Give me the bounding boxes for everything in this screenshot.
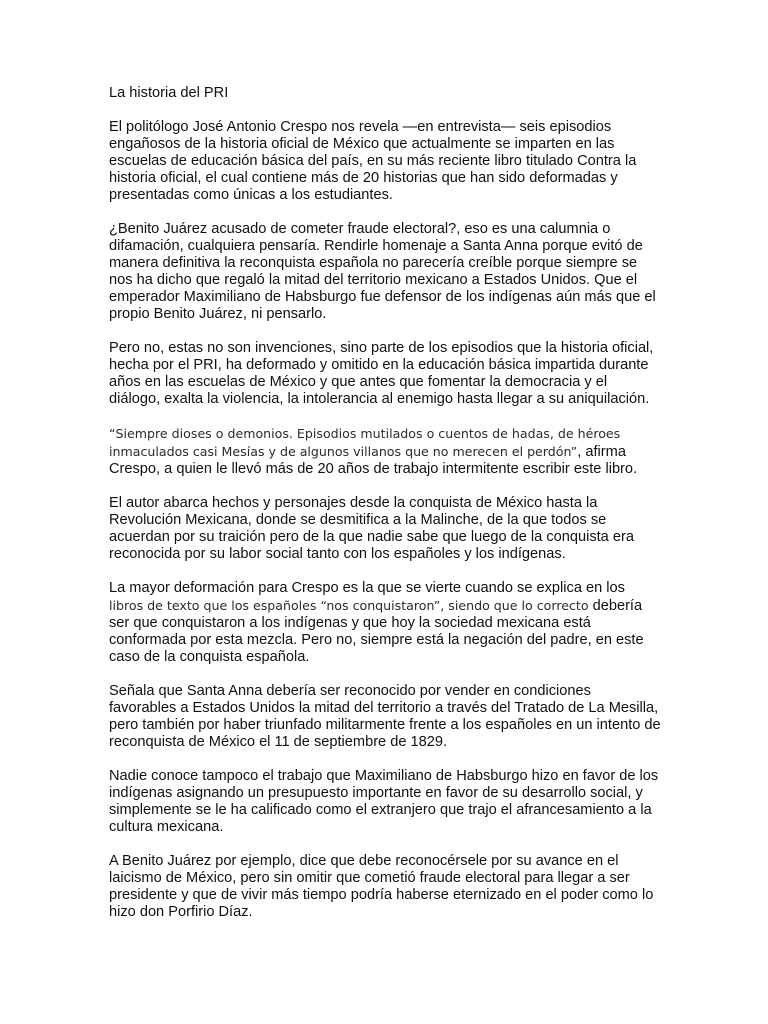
document-title: La historia del PRI	[109, 85, 229, 101]
paragraph-3: Pero no, estas no son invenciones, sino parte de los episodios que la historia oficial, hecha por el PRI, ha deformado y omitido en la educación básica impartida durante años en las escuelas de México y que antes que fomentar la democracia y el diálogo, exalta la violencia, la intolerancia al enemigo hasta llegar a su aniquilación.	[109, 340, 654, 407]
quote-text: “Siempre dioses o demonios. Episodios mutilados o cuentos de hadas, de héroes inmaculados casi Mesías y de algunos villanos que no merecen el perdón”	[109, 426, 621, 459]
paragraph-1: El politólogo José Antonio Crespo nos revela —en entrevista— seis episodios engañosos de la historia oficial de México que actualmente se imparten en las escuelas de educación básica del país, en su más reciente libro titulado Contra la historia oficial, el cual contiene más de 20 historias que han sido deformadas y presentadas como únicas a los estudiantes.	[109, 119, 637, 203]
paragraph-9: A Benito Juárez por ejemplo, dice que debe reconocérsele por su avance en el laicismo de México, pero sin omitir que cometió fraude electoral para llegar a ser presidente y que de vivir más tiempo podría haberse eternizado en el poder como lo hizo don Porfirio Díaz.	[109, 853, 654, 920]
paragraph-7: Señala que Santa Anna debería ser reconocido por vender en condiciones favorables a Estados Unidos la mitad del territorio a través del Tratado de La Mesilla, pero también por haber triunfado militarmente frente a los españoles en un intento de reconquista de México el 11 de septiembre de 1829.	[109, 683, 661, 750]
paragraph-6-rest: debería ser que conquistaron a los indígenas y que hoy la sociedad mexicana está conformada por esta mezcla. Pero no, siempre está la negación del padre, en este caso de la conquista española.	[109, 598, 644, 665]
paragraph-5: El autor abarca hechos y personajes desde la conquista de México hasta la Revolución Mexicana, donde se desmitifica a la Malinche, de la que todos se acuerdan por su traición pero de la que nadie sabe que luego de la conquista era reconocida por su labor social tanto con los españoles y los indígenas.	[109, 495, 634, 562]
paragraph-6	[109, 580, 661, 666]
document-page	[109, 85, 661, 938]
paragraph-8: Nadie conoce tampoco el trabajo que Maximiliano de Habsburgo hizo en favor de los indígenas asignando un presupuesto importante en favor de su desarrollo social, y simplemente se le ha calificado como el extranjero que trajo el afrancesamiento a la cultura mexicana.	[109, 768, 659, 835]
paragraph-6-start: La mayor deformación para Crespo es la que se vierte cuando se explica en los	[109, 580, 625, 596]
paragraph-2: ¿Benito Juárez acusado de cometer fraude electoral?, eso es una calumnia o difamación, cualquiera pensaría. Rendirle homenaje a Santa Anna porque evitó de manera definitiva la reconquista española no parecería creíble porque siempre se nos ha dicho que regaló la mitad del territorio mexicano a Estados Unidos. Que el emperador Maximiliano de Habsburgo fue defensor de los indígenas aún más que el propio Benito Juárez, ni pensarlo.	[109, 221, 656, 322]
paragraph-4	[109, 425, 661, 478]
quote-attribution: , afirma Crespo, a quien le llevó más de 20 años de trabajo intermitente escribir este libro.	[109, 444, 638, 477]
paragraph-6-quote: libros de texto que los españoles “nos conquistaron”, siendo que lo correcto	[109, 598, 589, 613]
